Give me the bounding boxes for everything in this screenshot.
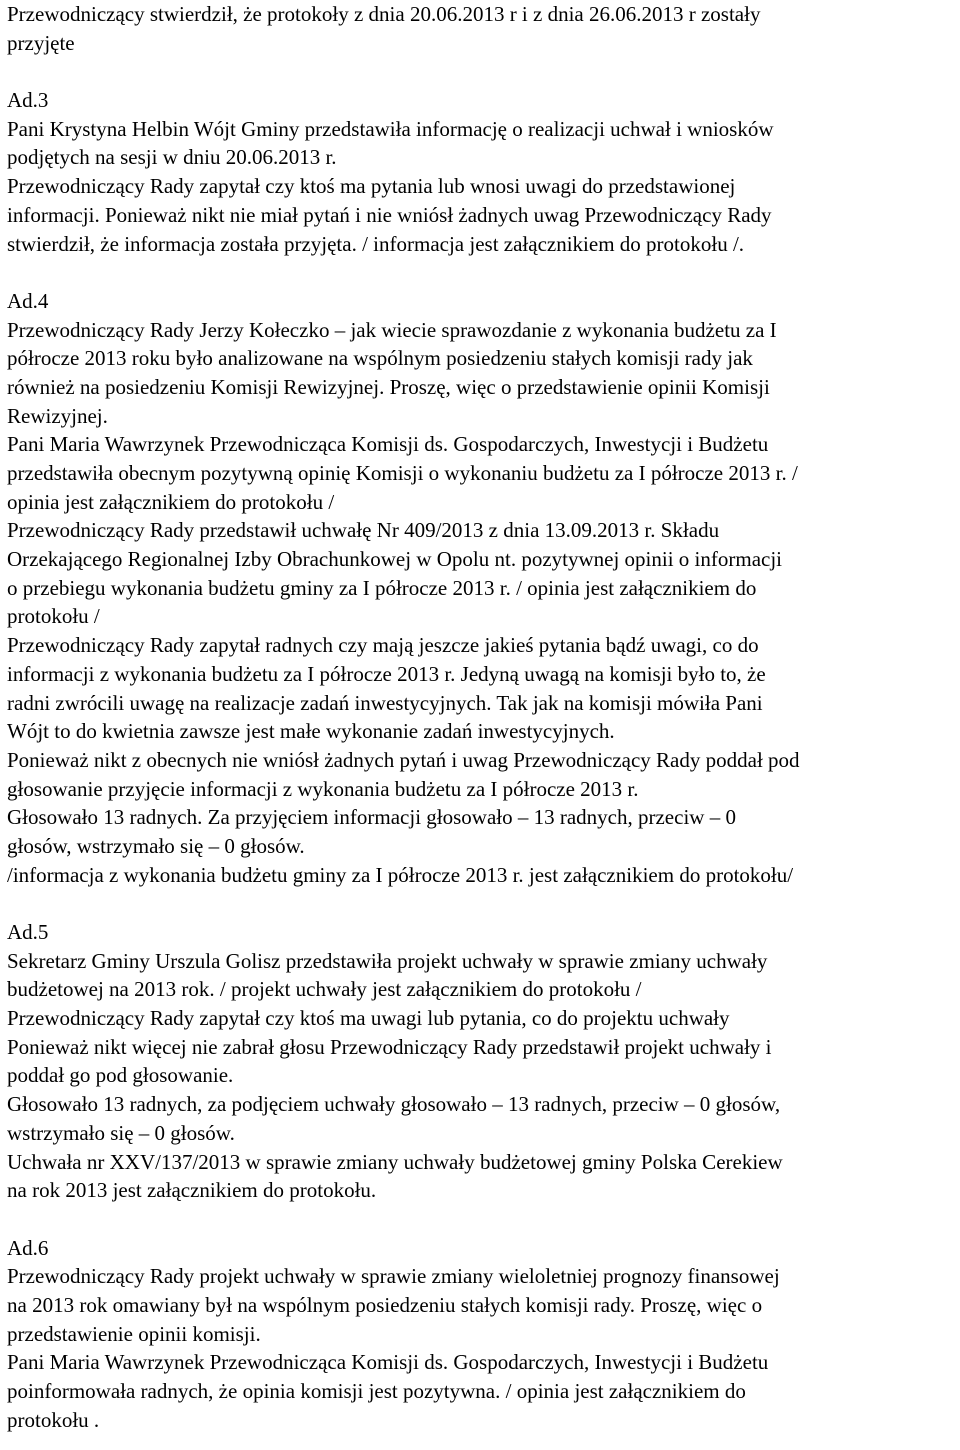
text-line: głosowanie przyjęcie informacji z wykonania budżetu za I półrocze 2013 r.	[7, 776, 639, 801]
blank-line	[7, 57, 957, 86]
text-line: przedstawienie opinii komisji.	[7, 1321, 261, 1346]
text-line: Wójt to do kwietnia zawsze jest małe wykonanie zadań inwestycyjnych.	[7, 719, 615, 744]
text-line: opinia jest załącznikiem do protokołu /	[7, 489, 335, 514]
text-line: poinformowała radnych, że opinia komisji jest pozytywna. / opinia jest załącznikiem do	[7, 1379, 746, 1403]
text-line: Przewodniczący Rady projekt uchwały w sprawie zmiany wieloletniej prognozy finansowej	[7, 1264, 780, 1289]
text-line: stwierdził, że informacja została przyjęta. / informacja jest załącznikiem do protokołu /.	[7, 231, 745, 256]
text-line: Pani Krystyna Helbin Wójt Gminy przedstawiła informację o realizacji uchwał i wniosków	[7, 116, 774, 141]
text-line: podjętych na sesji w dniu 20.06.2013 r.	[7, 145, 337, 170]
text-line: Przewodniczący Rady zapytał radnych czy mają jeszcze jakieś pytania bądź uwagi, co do	[7, 633, 759, 658]
text-line: na rok 2013 jest załącznikiem do protokołu.	[7, 1178, 377, 1203]
text-line: Uchwała nr XXV/137/2013 w sprawie zmiany uchwały budżetowej gminy Polska Cerekiew	[7, 1149, 783, 1174]
text-line: Pani Maria Wawrzynek Przewodnicząca Komisji ds. Gospodarczych, Inwestycji i Budżetu	[7, 1350, 769, 1375]
text-line: o przebiegu wykonania budżetu gminy za I półrocze 2013 r. / opinia jest załącznikiem do	[7, 575, 757, 600]
text-line: Rewizyjnej.	[7, 403, 108, 428]
document-page	[7, 0, 957, 1434]
text-line: protokołu /	[7, 604, 100, 629]
text-line: /informacja z wykonania budżetu gminy za I półrocze 2013 r. jest załącznikiem do protokołu/	[7, 862, 794, 887]
text-line: budżetowej na 2013 rok. / projekt uchwały jest załącznikiem do protokołu /	[7, 977, 642, 1002]
text-line: przyjęte	[7, 30, 75, 55]
blank-line	[7, 1205, 957, 1234]
text-line: Sekretarz Gminy Urszula Golisz przedstawiła projekt uchwały w sprawie zmiany uchwały	[7, 948, 768, 973]
section-heading-ad4: Ad.4	[7, 288, 49, 313]
text-line: wstrzymało się – 0 głosów.	[7, 1120, 235, 1145]
text-line: Pani Maria Wawrzynek Przewodnicząca Komisji ds. Gospodarczych, Inwestycji i Budżetu	[7, 432, 769, 457]
text-line: informacji. Ponieważ nikt nie miał pytań i nie wniósł żadnych uwag Przewodniczący Rady	[7, 202, 772, 227]
section-heading-ad6: Ad.6	[7, 1235, 49, 1260]
text-line: Głosowało 13 radnych. Za przyjęciem informacji głosowało – 13 radnych, przeciw – 0	[7, 805, 736, 830]
text-line: radni zwrócili uwagę na realizacje zadań inwestycyjnych. Tak jak na komisji mówiła Pani	[7, 690, 763, 715]
text-line: protokołu .	[7, 1407, 100, 1432]
text-line: półrocze 2013 roku było analizowane na wspólnym posiedzeniu stałych komisji rady jak	[7, 346, 753, 371]
text-line: przedstawiła obecnym pozytywną opinię Komisji o wykonaniu budżetu za I półrocze 2013 r. /	[7, 461, 798, 485]
text-line: na 2013 rok omawiany był na wspólnym posiedzeniu stałych komisji rady. Proszę, więc o	[7, 1292, 763, 1317]
text-line: Ponieważ nikt z obecnych nie wniósł żadnych pytań i uwag Przewodniczący Rady poddał pod	[7, 747, 800, 772]
text-line: Przewodniczący Rady zapytał czy ktoś ma pytania lub wnosi uwagi do przedstawionej	[7, 174, 736, 199]
text-line: informacji z wykonania budżetu za I półrocze 2013 r. Jedyną uwagą na komisji było to, że	[7, 661, 766, 686]
text-line: Przewodniczący Rady zapytał czy ktoś ma uwagi lub pytania, co do projektu uchwały	[7, 1006, 730, 1031]
section-heading-ad3: Ad.3	[7, 88, 49, 113]
text-line: również na posiedzeniu Komisji Rewizyjnej. Proszę, więc o przedstawienie opinii Komisji	[7, 374, 770, 399]
section-heading-ad5: Ad.5	[7, 920, 49, 944]
text-line: głosów, wstrzymało się – 0 głosów.	[7, 833, 305, 858]
text-line: Przewodniczący stwierdził, że protokoły z dnia 20.06.2013 r i z dnia 26.06.2013 r zostały	[7, 2, 761, 26]
blank-line	[7, 889, 957, 918]
text-line: Przewodniczący Rady przedstawił uchwałę Nr 409/2013 z dnia 13.09.2013 r. Składu	[7, 518, 720, 543]
text-line: Głosowało 13 radnych, za podjęciem uchwały głosowało – 13 radnych, przeciw – 0 głosów,	[7, 1092, 781, 1117]
text-line: Orzekającego Regionalnej Izby Obrachunkowej w Opolu nt. pozytywnej opinii o informacji	[7, 547, 783, 572]
blank-line	[7, 258, 957, 287]
text-line: Ponieważ nikt więcej nie zabrał głosu Przewodniczący Rady przedstawił projekt uchwały i	[7, 1034, 772, 1059]
text-line: Przewodniczący Rady Jerzy Kołeczko – jak wiecie sprawozdanie z wykonania budżetu za I	[7, 317, 777, 342]
text-line: poddał go pod głosowanie.	[7, 1063, 234, 1088]
